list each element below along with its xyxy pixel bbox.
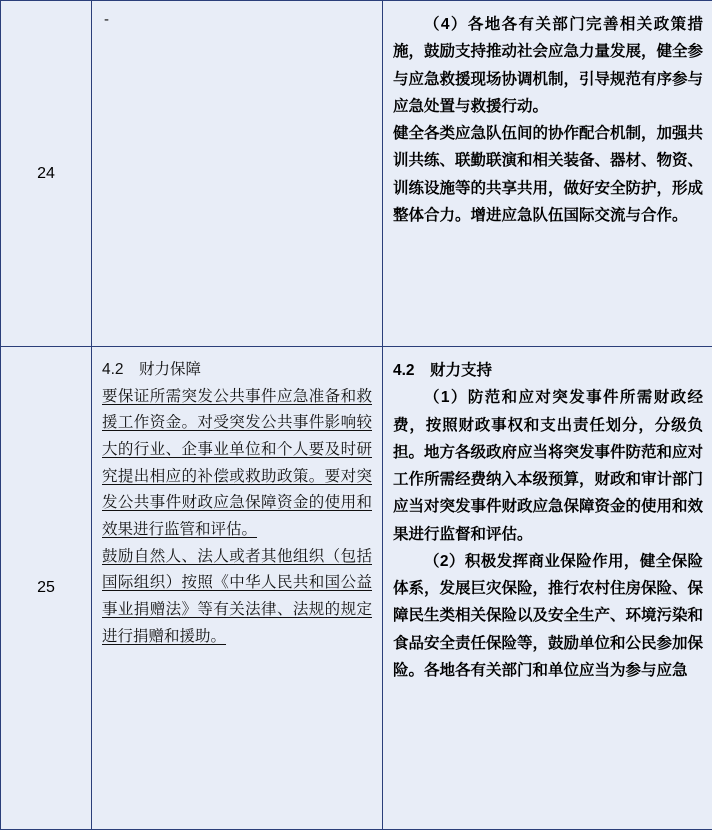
revised-clause-cell — [383, 347, 712, 830]
revised-clause-text — [393, 357, 703, 684]
empty-placeholder: - — [104, 11, 109, 28]
paragraph: 要保证所需突发公共事件应急准备和救援工作资金。对受突发公共事件影响较大的行业、企事业单位和个人要及时研究提出相应的补偿或救助政策。要对突发公共事件财政应急保障资金的使用和效果进行监管和评估。 — [102, 387, 372, 538]
paragraph: （2）积极发挥商业保险作用，健全保险体系，发展巨灾保险，推行农村住房保险、保障民生类相关保险以及安全生产、环境污染和食品安全责任保险等，鼓励单位和公民参加保险。各地各有关部门和单位应当为参与应急 — [393, 552, 704, 679]
section-heading: 4.2 财力支持 — [393, 362, 493, 379]
section-heading: 4.2 财力保障 — [102, 361, 202, 378]
current-clause-body — [92, 347, 382, 662]
row-number: 25 — [37, 579, 55, 596]
revised-clause-body — [383, 347, 712, 696]
row-number-cell — [1, 347, 92, 830]
row-number-cell — [1, 1, 92, 347]
current-clause-body — [92, 1, 382, 40]
revised-clause-body — [383, 1, 712, 241]
row-number: 24 — [37, 164, 55, 182]
paragraph: （4）各地各有关部门完善相关政策措施，鼓励支持推动社会应急力量发展，健全参与应急救援现场协调机制，引导规范有序参与应急处置与救援行动。 — [393, 16, 704, 115]
table-row — [1, 347, 712, 830]
paragraph: 健全各类应急队伍间的协作配合机制，加强共训共练、联勤联演和相关装备、器材、物资、训练设施等的共享共用，做好安全防护，形成整体合力。增进应急队伍国际交流与合作。 — [393, 125, 704, 224]
current-clause-cell — [92, 1, 383, 347]
paragraph: 鼓励自然人、法人或者其他组织（包括国际组织）按照《中华人民共和国公益事业捐赠法》等有关法律、法规的规定进行捐赠和援助。 — [102, 547, 372, 645]
current-clause-text — [102, 357, 372, 650]
revised-clause-cell — [383, 1, 712, 347]
revised-clause-text — [393, 11, 703, 229]
table-row — [1, 1, 712, 347]
paragraph: （1）防范和应对突发事件所需财政经费，按照财政事权和支出责任划分，分级负担。地方各级政府应当将突发事件防范和应对工作所需经费纳入本级预算，财政和审计部门应当对突发事件财政应急保障资金的使用和效果进行监督和评估。 — [393, 389, 704, 543]
current-clause-cell — [92, 347, 383, 830]
